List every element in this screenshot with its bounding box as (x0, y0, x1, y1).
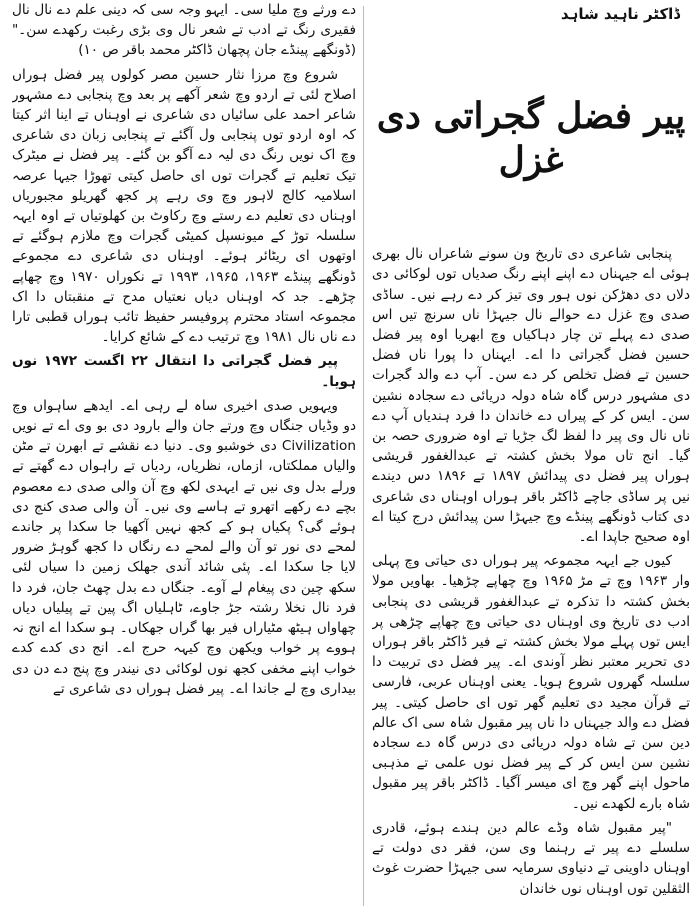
paragraph: شروع وچ مرزا نثار حسین مصر کولوں پیر فضل ہوراں اصلاح لئی تے اردو وچ شعر آکھے پر بعد وچ پنجابی دے مشہور شاعر احمد علی سائیاں دی شاعری نے اوہناں تے اینا اثر کیتا کہ اوہ اردو توں پنجابی ول آگئے تے پنجابی زبان دی شاعری وچ اک نویں رنگ دی لیہ دے آگو بن گئے۔ پیر فضل نے میٹرک تیک تعلیم تے گجرات توں ای حاصل کیتی تھوڑا جیہا عرصہ اسلامیہ کالج لاہور وچ وی رہے پر کجھ گھریلو مجبوریاں اوہناں دی تعلیم دے رستے وچ رکاوٹ بن کھلوتیاں تے اوہ ایہہ سلسلہ توڑ کے میونسپل کمیٹی گجرات وچ ملازم ہوگئے تے اوتھوں ای ریٹائر ہوئے۔ اوہناں دی شاعری دے مجموعے ڈونگھے پینڈے ۱۹۶۳، ۱۹۶۵، ۱۹۹۳ تے نکوراں ۱۹۷۰ وچ چھاپے چڑھے۔ جد کہ اوہناں دیاں نعتیاں مدح تے منقبتاں دا اک مجموعہ استاد محترم پروفیسر حفیظ تائب ہوراں قطبی تارا دے ناں نال ۱۹۸۱ وچ ترتیب دے کے شائع کرایا۔ (12, 66, 356, 346)
paragraph: دے ورثے وچ ملیا سی۔ ایہو وجہ سی کہ دینی علم دے نال نال فقیری رنگ تے ادب تے شعر نال وی بڑی رغبت رکھدے سن۔" (ڈونگھے پینڈے جان پچھان ڈاکٹر محمد باقر ص ۱۰) (12, 2, 356, 59)
right-column (372, 0, 690, 912)
left-column (12, 0, 356, 912)
author-name: ڈاکٹر ناہید شاہد (560, 5, 680, 23)
quote-paragraph: "پیر مقبول شاہ وڈے عالم دین ہندے ہوئے، قادری سلسلے دے پیر تے رہنما وی سن، فقر دی دولت تے اوہناں داوینی تے دنیاوی سرمایہ سی جیہڑا حضرت غوث الثقلین توں اوہناں نوں خاندان (372, 819, 690, 897)
paragraph: کیوں جے ایہہ مجموعہ پیر ہوراں دی حیاتی وچ پہلی وار ۱۹۶۳ وچ تے مڑ ۱۹۶۵ وچ چھاپے چڑھیا۔ بھاویں مولا بخش کشتہ دا تذکرہ تے عبدالغفور قریشی دی پنجابی ادب دی تاریخ وی اوہناں دی حیاتی وچ چھاپے چڑھی پر ایس توں پہلے مولا بخش کشتہ تے فیر ڈاکٹر باقر ہوراں دی تحریر معتبر نظر آوندی اے۔ پیر فضل دی تربیت دا سلسلہ گھروں شروع ہویا۔ یعنی اوہناں عربی، فارسی تے قرآن مجید دی تعلیم گھر توں ای حاصل کیتی۔ پیر فضل دے والد جیہناں دا ناں پیر مقبول شاہ سی اک عالم دین سن تے شاہ دولہ دریائی دی درس گاہ دے سجادہ نشین سن ایس کر کے پیر فضل نوں علمی تے مذہبی ماحول اپنے گھر وچ ای میسر آگیا۔ ڈاکٹر باقر پیر مقبول شاہ بارے لکھدے نیں۔ (372, 553, 690, 812)
death-date-line: پیر فضل گجراتی دا انتقال ۲۲ اگست ۱۹۷۲ نوں ہویا۔ (12, 353, 356, 390)
article-title: پیر فضل گجراتی دی غزل (376, 95, 686, 182)
paragraph: ویہویں صدی اخیری ساہ لے رہی اے۔ ایدھے ساہواں وچ دو وڈیاں جنگاں وچ ورتے جان والے بارود دی بو وی اے تے نویں Civilization دی خوشبو وی۔ دنیا دے نقشے تے ابھرن تے مٹن والیاں مملکتاں، ازماں، نظریاں، ردیاں تے راہواں دے گھتے تے ورلے بدل وی نیں تے ایہدی لکھ وچ آن والی صدی دے معصوم بچے دے رکھے اتھرو تے ہاسے وی نیں۔ آن والی صدی کنج دی ہوئے گی؟ پکیاں ہو کے کجھ نہیں آکھیا جا سکدا پر جاندے لمحے دی نور تو آن والے لمحے دے رنگاں دا کجھ گوہڑ ضرور لایا جا سکدا اے۔ پئی شائد آندی جھلک زمین دا سیاں لئی سکھ چین دی پیغام لے آوے۔ جنگاں دے بدل چھٹ جان، فرد دا فرد نال نخلا رشتہ جڑ جاوے، ٹاہلیاں اگ پین تے پیلیاں دیاں چھاواں ہیٹھ مٹیاراں فیر بھا گراں جھکاں۔ ہو سکدا اے انج نہ ہووے پر خواب ویکھن وچ کیہہ حرج اے۔ انج دی کدے کدے خواب اپنے مخفی کجھ نوں لوکائی دی نیندر وچ پنج دے دن دی بیداری وچ لے جاندا اے۔ پیر فضل ہوراں دی شاعری تے (12, 397, 356, 697)
column-divider (363, 6, 364, 906)
paragraph: پنجابی شاعری دی تاریخ ون سونے شاعراں نال بھری ہوئی اے جیہناں دے اپنے اپنے رنگ صدیاں توں لوکائی دی دلاں دی دھڑکن نوں ہور وی تیز کر دے رہے نیں۔ ساڈی صدی وچ غزل دے حوالے نال جیہڑا ناں سرنچ تیں اس صدی دے پہلے تن چار دہاکیاں وچ ابھریا اوہ پیر فضل حسین فضل گجراتی دا اے۔ ایہناں دا پورا ناں فضل حسین تے فضل تخلص کر دے سن۔ آپ دے والد گجرات دی مشہور درس گاہ شاہ دولہ دریائی دے سجادہ نشین سن۔ ایس کر کے پیراں دے خاندان دا فرد ہندیاں آپ دے ناں نال وی پیر دا لفظ لگ جڑیا تے اوہ ضروری حصہ بن گیا۔ انج تاں مولا بخش کشتہ تے عبدالغفور قریشی ہوراں پیر فضل دی پیدائش ۱۸۹۷ تے ۱۸۹۶ دس دیندے نیں پر ساڈی جاچے ڈاکٹر باقر ہوراں اوہناں دی شاعری دی کتاب ڈونگھے پینڈے وچ جیہڑا سن پیدائش درج کیتا اے اوہ صحیح جاپدا اے۔ (372, 246, 690, 546)
